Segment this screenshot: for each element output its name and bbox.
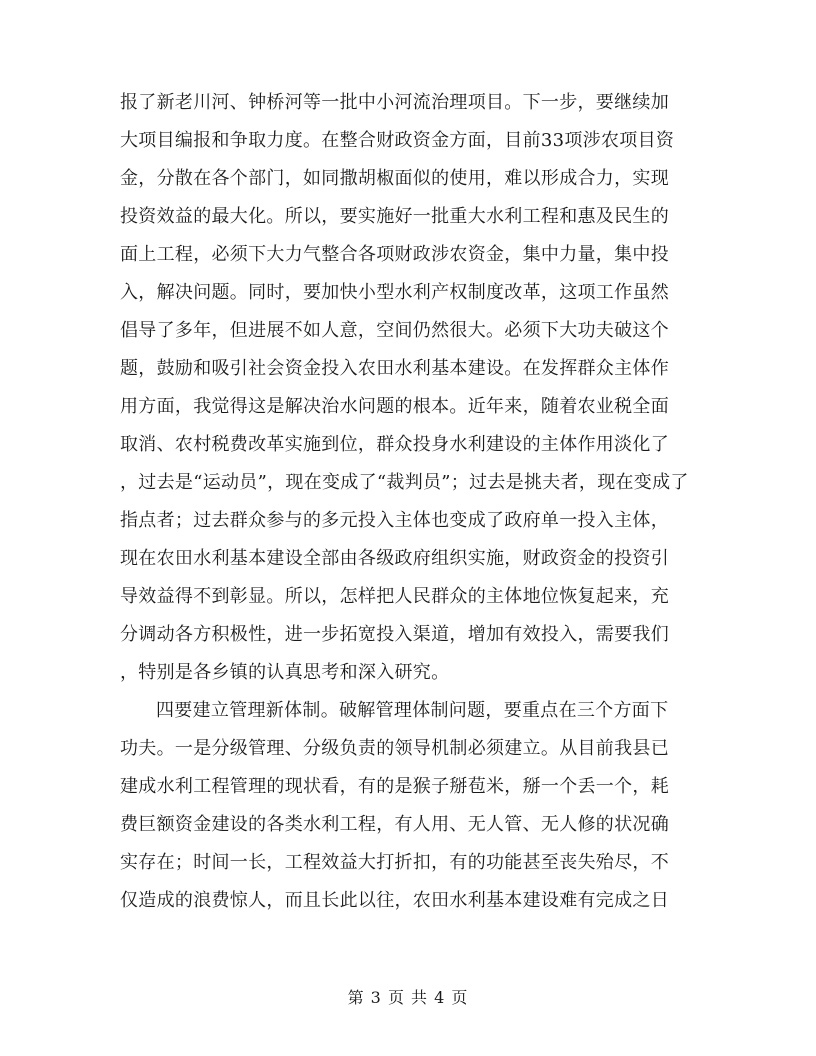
text-line: ，过去是“运动员”，现在变成了“裁判员”；过去是挑夫者，现在变成了 [120, 472, 689, 493]
text-line: 取消、农村税费改革实施到位，群众投身水利建设的主体作用淡化了 [120, 434, 669, 455]
text-line: 费巨额资金建设的各类水利工程，有人用、无人管、无人修的状况确 [120, 814, 669, 835]
text-line: 现在农田水利基本建设全部由各级政府组织实施，财政资金的投资引 [120, 548, 669, 569]
text-line: 金，分散在各个部门，如同撒胡椒面似的使用，难以形成合力，实现 [120, 168, 669, 189]
text-line: 导效益得不到彰显。所以，怎样把人民群众的主体地位恢复起来，充 [120, 586, 669, 607]
text-line: 倡导了多年，但进展不如人意，空间仍然很大。必须下大功夫破这个 [120, 320, 669, 341]
text-line: 入，解决问题。同时，要加快小型水利产权制度改革，这项工作虽然 [120, 282, 669, 303]
text-line: 仅造成的浪费惊人，而且长此以往，农田水利基本建设难有完成之日 [120, 890, 669, 911]
text-line: 指点者；过去群众参与的多元投入主体也变成了政府单一投入主体， [120, 510, 669, 531]
paragraph-start-line: 四要建立管理新体制。破解管理体制问题，要重点在三个方面下 [156, 700, 669, 721]
text-line: 投资效益的最大化。所以，要实施好一批重大水利工程和惠及民生的 [120, 206, 669, 227]
body-text [120, 84, 700, 920]
text-line: 建成水利工程管理的现状看，有的是猴子掰苞米，掰一个丢一个，耗 [120, 776, 669, 797]
text-line: 题，鼓励和吸引社会资金投入农田水利基本建设。在发挥群众主体作 [120, 358, 669, 379]
text-line: ，特别是各乡镇的认真思考和深入研究。 [120, 662, 450, 683]
text-line: 面上工程，必须下大力气整合各项财政涉农资金，集中力量，集中投 [120, 244, 669, 265]
text-line: 实存在；时间一长，工程效益大打折扣，有的功能甚至丧失殆尽，不 [120, 852, 669, 873]
text-line: 用方面，我觉得这是解决治水问题的根本。近年来，随着农业税全面 [120, 396, 669, 417]
page-number-footer: 第 3 页 共 4 页 [347, 988, 469, 1007]
text-line: 分调动各方积极性，进一步拓宽投入渠道，增加有效投入，需要我们 [120, 624, 669, 645]
text-line: 大项目编报和争取力度。在整合财政资金方面，目前33项涉农项目资 [120, 130, 675, 151]
text-line: 功夫。一是分级管理、分级负责的领导机制必须建立。从目前我县已 [120, 738, 669, 759]
text-line: 报了新老川河、钟桥河等一批中小河流治理项目。下一步，要继续加 [120, 92, 669, 113]
